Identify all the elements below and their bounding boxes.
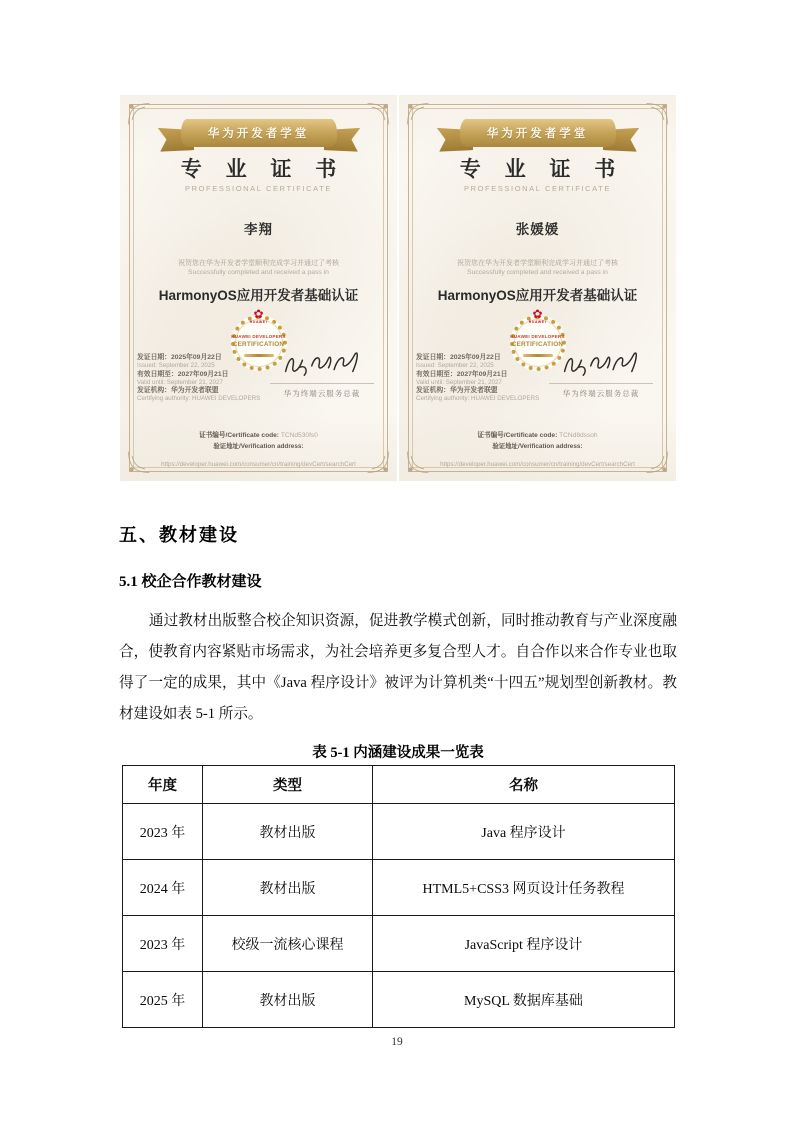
congrats-text-zh: 祝贺您在华为开发者学堂顺利完成学习并通过了考核 [457,260,618,267]
col-header-name: 名称 [373,766,675,804]
table-caption: 表 5-1 内涵建设成果一览表 [312,745,484,761]
cell-type: 教材出版 [203,972,373,1028]
page-number: 19 [391,1036,403,1048]
cell-name: HTML5+CSS3 网页设计任务教程 [373,860,675,916]
cell-year: 2023 年 [123,916,203,972]
signature-icon [559,347,643,381]
badge-line2: CERTIFICATION [511,341,564,348]
signature-line [549,383,653,384]
certificate-subtitle: PROFESSIONAL CERTIFICATE [463,184,612,193]
verification-url: https://developer.huawei.com/consumer/cn/training/devCert/searchCert [440,461,635,468]
congrats-text-zh: 祝贺您在华为开发者学堂顺利完成学习并通过了考核 [178,260,339,267]
col-header-year: 年度 [123,766,203,804]
issued-date-zh: 发证日期：2025年09月22日 [137,354,222,361]
body-paragraph: 通过教材出版整合校企知识资源，促进教学模式创新，同时推动教育与产业深度融合，使教育内容紧贴市场需求，为社会培养更多复合型人才。自合作以来合作专业也取得了一定的成果，其中《Java 程序设计》被评为计算机类“十四五”规划型创新教材。教材建设如表 5-1 所示。 [119,613,677,722]
cell-name: JavaScript 程序设计 [373,916,675,972]
subsection-heading: 5.1 校企合作教材建设 [119,574,262,590]
signer-title: 华为终端云服务总裁 [283,389,361,398]
certificate-card-1 [120,95,397,481]
cell-name: MySQL 数据库基础 [373,972,675,1028]
authority-zh: 发证机构：华为开发者联盟 [416,387,498,395]
valid-date-zh: 有效日期至：2027年09月21日 [137,370,229,378]
issued-date-en: Issued: September 22, 2025 [137,362,215,369]
verification-url: https://developer.huawei.com/consumer/cn/training/devCert/searchCert [161,461,356,468]
course-title: HarmonyOS应用开发者基础认证 [437,288,638,303]
certificate-code-value: TCNd530fs0 [280,432,318,439]
course-title: HarmonyOS应用开发者基础认证 [158,288,359,303]
cell-name: Java 程序设计 [373,804,675,860]
ribbon-title: 华为开发者学堂 [460,119,616,147]
results-table [122,765,675,1028]
huawei-logo-icon: ✿ [532,307,543,321]
cell-type: 校级一流核心课程 [203,916,373,972]
section-heading: 五、教材建设 [119,525,239,545]
recipient-name: 李翔 [244,222,273,237]
table-row [123,916,675,972]
badge-line2: CERTIFICATION [232,341,285,348]
signature-block [542,347,660,399]
table-row [123,972,675,1028]
verification-line [120,435,397,471]
certificate-code-label: 证书编号/Certificate code: [199,432,281,439]
valid-date-en: Valid until: September 21, 2027 [137,378,223,386]
badge-line1: HUAWEI DEVELOPERS [231,334,286,339]
col-header-type: 类型 [203,766,373,804]
verification-line [399,435,676,471]
certificate-details [137,354,267,404]
certificate-code-label: 证书编号/Certificate code: [477,432,560,439]
signature-icon [280,347,364,381]
huawei-logo-icon: ✿ [253,307,264,321]
cell-type: 教材出版 [203,860,373,916]
congrats-text-en: Successfully completed and received a pass in [467,269,608,276]
issued-date-zh: 发证日期：2025年09月22日 [416,354,501,361]
certificate-details [416,354,546,404]
verification-label: 验证地址/Verification address: [213,443,304,450]
certificate-code-value: TCNd8dssoh [559,432,598,439]
certificate-title: 专 业 证 书 [180,158,346,181]
corner-flourish-icon [126,101,152,127]
certificate-title: 专 业 证 书 [459,158,625,181]
issued-date-en: Issued: September 22, 2025 [416,362,494,369]
cell-type: 教材出版 [203,804,373,860]
verification-label: 验证地址/Verification address: [492,443,583,450]
recipient-name: 张媛媛 [515,222,560,237]
results-table-wrap [122,765,675,1028]
cell-year: 2025 年 [123,972,203,1028]
signature-line [270,383,374,384]
ribbon-banner [438,117,638,153]
corner-flourish-icon [365,101,391,127]
badge-brand-label: HUAWEI [249,320,268,324]
congrats-text-en: Successfully completed and received a pass in [188,269,329,276]
corner-flourish-icon [405,101,431,127]
ribbon-banner [159,117,359,153]
cell-year: 2023 年 [123,804,203,860]
authority-en: Certifying authority: HUAWEI DEVELOPERS [137,395,261,403]
signature-block [263,347,381,399]
signer-title: 华为终端云服务总裁 [562,389,640,398]
table-row [123,804,675,860]
certificates-row [120,95,677,481]
corner-flourish-icon [644,101,670,127]
authority-zh: 发证机构：华为开发者联盟 [137,387,219,395]
badge-line1: HUAWEI DEVELOPERS [510,334,565,339]
cell-year: 2024 年 [123,860,203,916]
authority-en: Certifying authority: HUAWEI DEVELOPERS [416,395,540,403]
table-header-row [123,766,675,804]
certificate-card-2 [399,95,676,481]
certificate-subtitle: PROFESSIONAL CERTIFICATE [184,184,333,193]
badge-brand-label: HUAWEI [528,320,547,324]
valid-date-en: Valid until: September 21, 2027 [416,378,502,386]
ribbon-title: 华为开发者学堂 [181,119,337,147]
valid-date-zh: 有效日期至：2027年09月21日 [416,370,508,378]
table-row [123,860,675,916]
